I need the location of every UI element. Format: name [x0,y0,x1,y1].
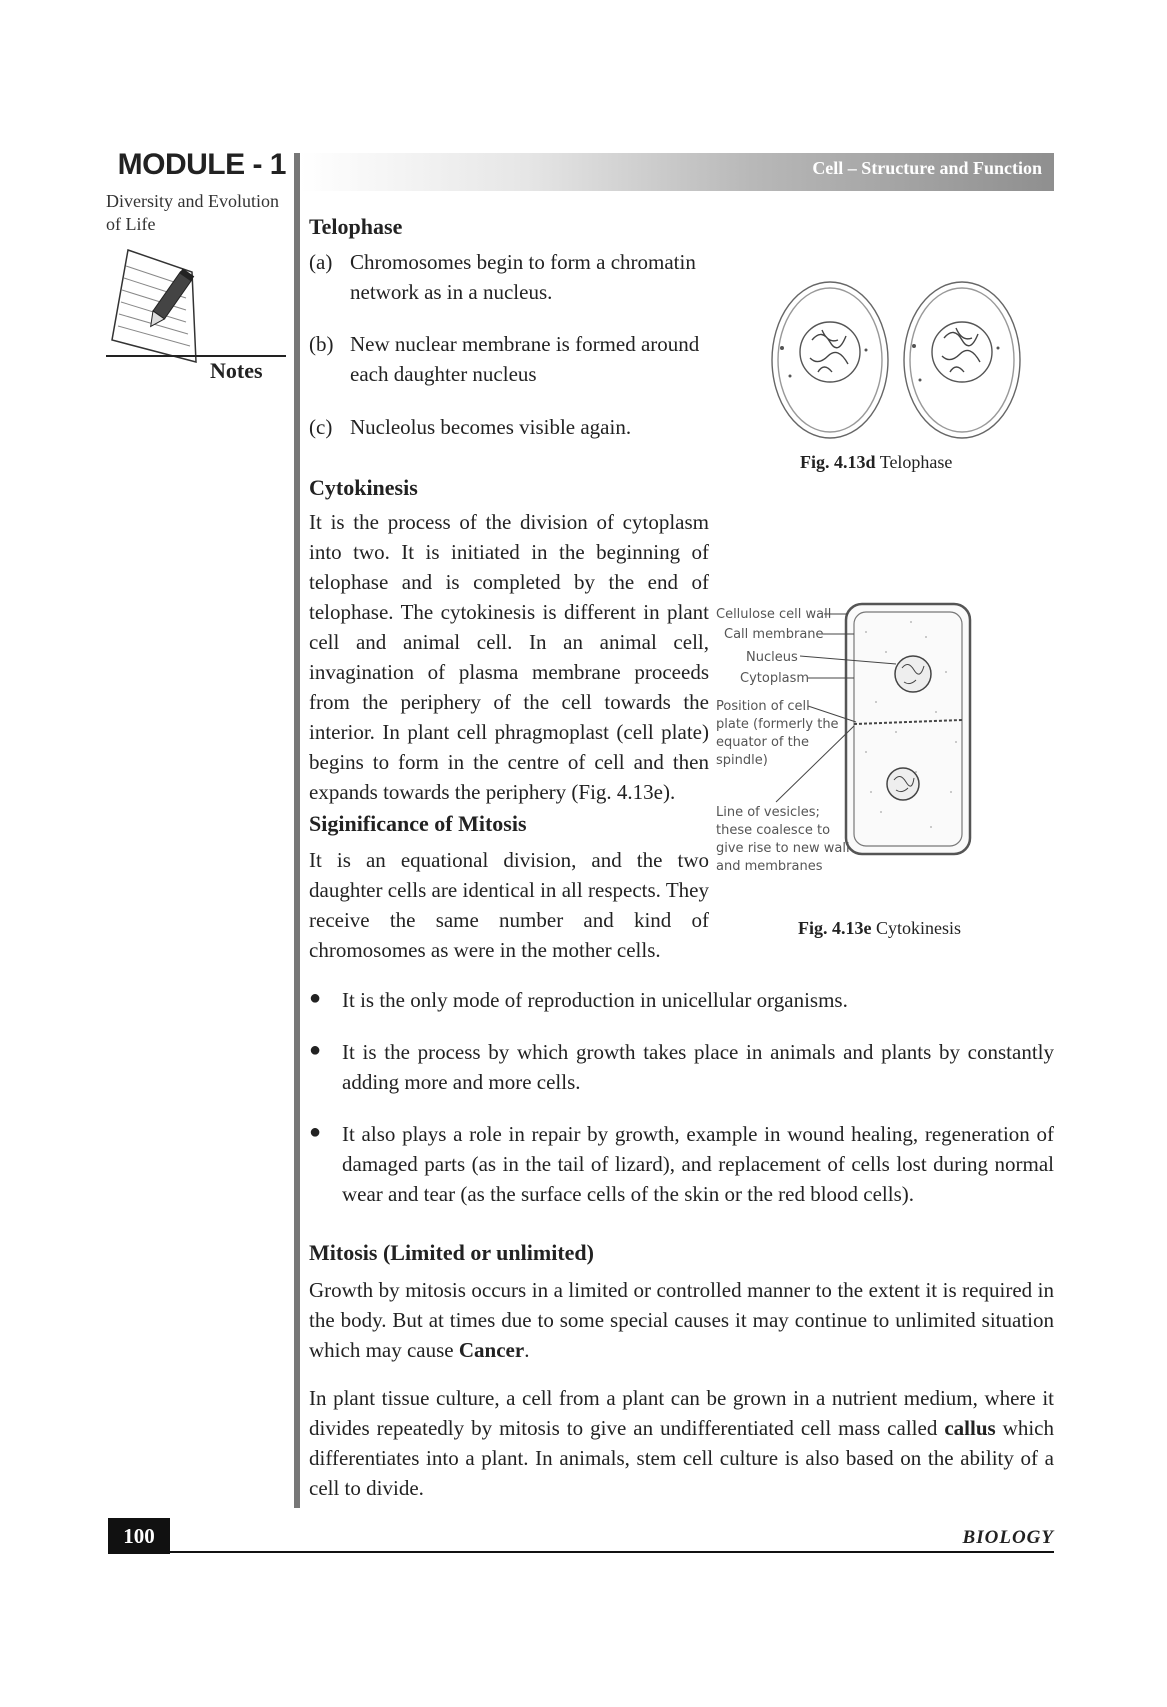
label-cell-plate: spindle) [716,753,768,768]
label-cell-membrane: Call membrane [724,627,824,642]
significance-paragraph: It is an equational division, and the two daughter cells are identical in all respects. They receive the same number and kind of chromosomes as were in the mother cells. [309,848,709,962]
significance-heading-wrap [309,811,527,837]
cytokinesis-figure [716,592,992,892]
margin-bar [294,153,300,1508]
item-label: (c) [309,415,333,439]
telophase-heading: Telophase [309,214,403,239]
cytokinesis-caption [798,918,961,939]
item-label: (b) [309,332,334,356]
module-subtitle: Diversity and Evolution of Life [106,191,279,234]
figure-number: Fig. 4.13d [800,452,876,472]
label-cytoplasm: Cytoplasm [740,671,810,686]
bullet-icon: ● [309,987,322,1009]
cytokinesis-heading: Cytokinesis [309,475,418,500]
label-cell-plate: equator of the [716,735,809,750]
bullet-text: It is the only mode of reproduction in unicellular organisms. [342,988,848,1012]
bullet-icon: ● [309,1121,322,1143]
label-vesicles: and membranes [716,859,823,874]
module-title: MODULE - 1 [117,148,286,181]
figure-caption: Cytokinesis [876,918,962,938]
page-number: 100 [108,1518,170,1554]
limited-heading: Mitosis (Limited or unlimited) [309,1240,594,1265]
text-run: In plant tissue culture, a cell from a plant can be grown in a nutrient medium, where it divides repeatedly by mitosis to give an undifferentiated cell mass called [309,1386,1054,1440]
list-item [309,247,729,307]
cytokinesis-heading-wrap [309,475,418,501]
bullet-text: It is the process by which growth takes place in animals and plants by constantly adding more and more cells. [342,1040,1054,1094]
emphasis-callus: callus [944,1416,996,1440]
limited-paragraph-2 [309,1383,1054,1503]
label-vesicles: these coalesce to [716,823,831,838]
list-item [309,329,729,389]
limited-heading-wrap [309,1240,594,1266]
chapter-header [300,153,1054,191]
label-cell-wall: Cellulose cell wall [716,607,832,622]
notes-pencil-icon [106,244,286,372]
label-vesicles: Line of vesicles; [716,805,820,820]
cytokinesis-paragraph: It is the process of the division of cytoplasm into two. It is initiated in the beginning of telophase and is completed by the end of telophase. The cytokinesis is different in plant cell and animal cell. In an animal cell, invagination of plasma membrane proceeds from the periphery of the cell towards the interior. In plant cell phragmoplast (cell plate) begins to form in the centre of cell and then expands towards the periphery (Fig. 4.13e). [309,510,709,804]
label-cell-plate: plate (formerly the [716,717,839,732]
figure-caption: Telophase [879,452,953,472]
text-run: Growth by mitosis occurs in a limited or controlled manner to the extent it is required in the body. But at times due to some special causes it may continue to unlimited situation which may cause [309,1278,1054,1362]
figure-number: Fig. 4.13e [798,918,872,938]
text-run: . [524,1338,530,1362]
footer-subject: BIOLOGY [962,1527,1054,1548]
item-text: Nucleolus becomes visible again. [350,415,632,439]
item-text: New nuclear membrane is formed around each daughter nucleus [350,332,700,386]
label-nucleus: Nucleus [746,650,798,665]
label-vesicles: give rise to new wall [716,841,850,856]
emphasis-cancer: Cancer [458,1338,525,1362]
list-item [309,412,729,442]
footer-rule [170,1551,1054,1553]
telophase-caption [800,452,952,473]
significance-heading: Siginificance of Mitosis [309,811,527,836]
limited-paragraph-1 [309,1275,1054,1365]
significance-bullets [309,985,1054,1215]
notes-label: Notes [210,358,263,383]
label-cell-plate: Position of cell [716,699,810,714]
telophase-figure [760,280,1030,450]
text-run: which differentiates into a plant. In animals, stem cell culture is also based on the ability of a cell to divide. [309,1416,1054,1500]
bullet-text: It also plays a role in repair by growth, example in wound healing, regeneration of damaged parts (as in the tail of lizard), and replacement of cells lost during normal wear and tear (as the surface cells of the skin or the red blood cells). [342,1122,1054,1206]
telophase-section [309,214,1054,240]
chapter-title: Cell – Structure and Function [812,158,1042,178]
item-text: Chromosomes begin to form a chromatin network as in a nucleus. [350,250,696,304]
item-label: (a) [309,250,333,274]
bullet-icon: ● [309,1039,322,1061]
